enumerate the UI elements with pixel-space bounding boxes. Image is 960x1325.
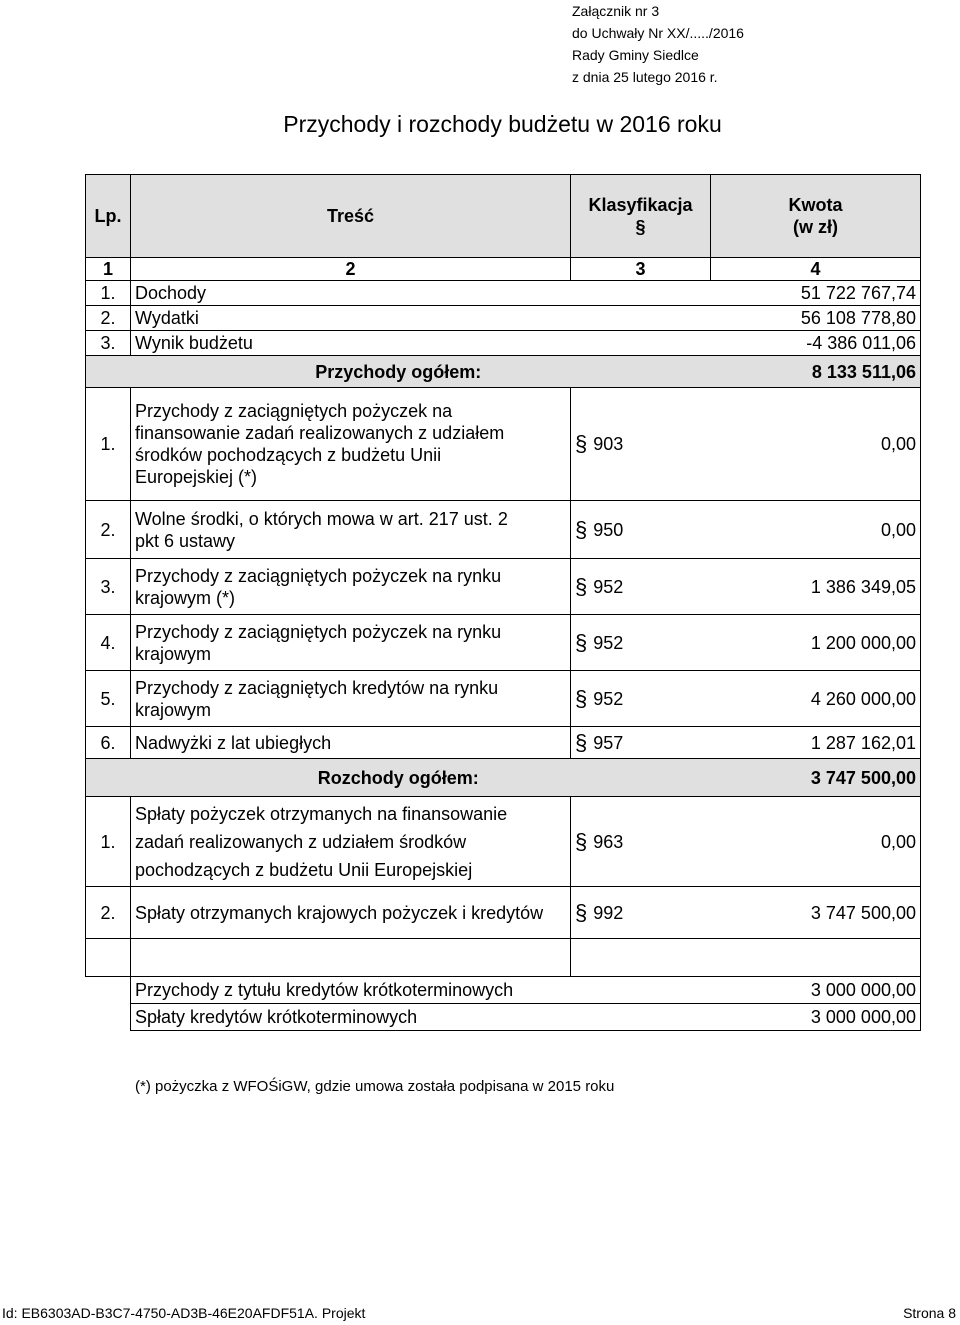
expense-total-row: [86, 759, 921, 797]
row-value: 1 386 349,05: [711, 559, 921, 615]
cls-code: 952: [593, 576, 624, 597]
short-term-value: 3 000 000,00: [626, 1004, 921, 1031]
row-cls: [571, 727, 711, 759]
short-term-label: Przychody z tytułu kredytów krótkoterminowych: [131, 977, 626, 1004]
col-num-1: 1: [86, 258, 131, 281]
row-label: Przychody z zaciągniętych pożyczek na finansowanie zadań realizowanych z udziałem środków pochodzących z budżetu Unii Europejskiej (*): [131, 388, 571, 501]
paragraph-icon: §: [575, 629, 588, 655]
table-row: [131, 977, 921, 1004]
cls-code: 957: [593, 732, 624, 753]
paragraph-icon: §: [575, 685, 588, 711]
row-label: Wynik budżetu: [131, 331, 571, 356]
header-line-2: do Uchwały Nr XX/...../2016: [572, 25, 744, 41]
row-lp: 5.: [86, 671, 131, 727]
row-value: -4 386 011,06: [711, 331, 921, 356]
table-row: [86, 281, 921, 306]
row-lp: 6.: [86, 727, 131, 759]
row-cls: [571, 388, 711, 501]
expense-total-value: 3 747 500,00: [711, 759, 921, 797]
header-line-3: Rady Gminy Siedlce: [572, 47, 699, 63]
row-cls: [571, 559, 711, 615]
row-label: Dochody: [131, 281, 571, 306]
row-cls-empty: [571, 331, 711, 356]
cls-code: 963: [593, 831, 624, 852]
row-label: Przychody z zaciągniętych pożyczek na rynku krajowym (*): [131, 559, 571, 615]
table-row: [86, 727, 921, 759]
table-row: [86, 887, 921, 939]
header-line-1: Załącznik nr 3: [572, 3, 660, 19]
kwota-unit: (w zł): [793, 217, 838, 237]
income-total-label: Przychody ogółem:: [86, 356, 711, 388]
cls-code: 992: [593, 902, 624, 923]
col-header-kwota: [711, 175, 921, 258]
cls-code: 950: [593, 519, 624, 540]
row-label: Nadwyżki z lat ubiegłych: [131, 727, 571, 759]
column-number-row: [86, 258, 921, 281]
empty-row: [86, 939, 921, 977]
row-label: Wolne środki, o których mowa w art. 217 ust. 2 pkt 6 ustawy: [131, 501, 571, 559]
row-label: Przychody z zaciągniętych pożyczek na rynku krajowym: [131, 615, 571, 671]
row-value: 1 200 000,00: [711, 615, 921, 671]
col-header-tresc: Treść: [131, 175, 571, 258]
row-lp: 3.: [86, 559, 131, 615]
row-value: 3 747 500,00: [711, 887, 921, 939]
short-term-table: [130, 976, 921, 1031]
row-lp: 3.: [86, 331, 131, 356]
col-header-lp: Lp.: [86, 175, 131, 258]
paragraph-icon: §: [575, 516, 588, 542]
row-label: Wydatki: [131, 306, 571, 331]
row-value: 0,00: [711, 797, 921, 887]
table-row: [86, 501, 921, 559]
empty-cell: [86, 939, 131, 977]
paragraph-icon: §: [575, 573, 588, 599]
table-row: [86, 615, 921, 671]
cls-code: 903: [593, 434, 624, 454]
row-value: 4 260 000,00: [711, 671, 921, 727]
row-lp: 1.: [86, 388, 131, 501]
row-value: 0,00: [711, 501, 921, 559]
row-label: Przychody z zaciągniętych kredytów na rynku krajowym: [131, 671, 571, 727]
table-row: [86, 331, 921, 356]
table-row: [131, 1004, 921, 1031]
expense-total-label: Rozchody ogółem:: [86, 759, 711, 797]
cls-code: 952: [593, 632, 624, 653]
col-num-4: 4: [711, 258, 921, 281]
row-lp: 2.: [86, 501, 131, 559]
row-value: 0,00: [711, 388, 921, 501]
row-cls-empty: [571, 306, 711, 331]
row-cls: [571, 797, 711, 887]
row-cls: [571, 615, 711, 671]
paragraph-icon: §: [575, 431, 588, 456]
row-cls: [571, 671, 711, 727]
row-lp: 1.: [86, 797, 131, 887]
col-num-2: 2: [131, 258, 571, 281]
row-lp: 1.: [86, 281, 131, 306]
row-cls: [571, 887, 711, 939]
table-row: [86, 559, 921, 615]
table-row: [86, 797, 921, 887]
footer-id: Id: EB6303AD-B3C7-4750-AD3B-46E20AFDF51A. Projekt: [2, 1305, 366, 1321]
income-total-value: 8 133 511,06: [711, 356, 921, 388]
row-lp: 2.: [86, 306, 131, 331]
income-total-row: [86, 356, 921, 388]
row-label: Spłaty otrzymanych krajowych pożyczek i kredytów: [131, 887, 571, 939]
kwota-label: Kwota: [788, 195, 843, 215]
table-header-row: [86, 175, 921, 258]
row-cls: [571, 501, 711, 559]
short-term-value: 3 000 000,00: [626, 977, 921, 1004]
row-lp: 2.: [86, 887, 131, 939]
col-num-3: 3: [571, 258, 711, 281]
paragraph-icon: §: [575, 828, 588, 854]
empty-cell: [571, 939, 711, 977]
page-title: Przychody i rozchody budżetu w 2016 roku: [283, 111, 722, 137]
row-lp: 4.: [86, 615, 131, 671]
row-cls-empty: [571, 281, 711, 306]
row-label: Spłaty pożyczek otrzymanych na finansowanie zadań realizowanych z udziałem środków pochodzących z budżetu Unii Europejskiej: [131, 797, 571, 887]
table-row: [86, 671, 921, 727]
empty-cell: [131, 939, 571, 977]
klasyfikacja-label: Klasyfikacja: [588, 195, 693, 215]
row-value: 51 722 767,74: [711, 281, 921, 306]
col-header-klasyfikacja: [571, 175, 711, 258]
table-row: [86, 306, 921, 331]
footnote: (*) pożyczka z WFOŚiGW, gdzie umowa została podpisana w 2015 roku: [135, 1078, 615, 1095]
budget-table: [85, 174, 921, 977]
row-value: 56 108 778,80: [711, 306, 921, 331]
empty-cell: [711, 939, 921, 977]
cls-code: 952: [593, 688, 624, 709]
paragraph-icon: §: [575, 729, 588, 755]
row-value: 1 287 162,01: [711, 727, 921, 759]
paragraph-icon: §: [635, 217, 646, 237]
paragraph-icon: §: [575, 899, 588, 925]
table-row: [86, 388, 921, 501]
short-term-label: Spłaty kredytów krótkoterminowych: [131, 1004, 626, 1031]
header-line-4: z dnia 25 lutego 2016 r.: [572, 69, 718, 85]
footer-page: Strona 8: [903, 1305, 956, 1321]
